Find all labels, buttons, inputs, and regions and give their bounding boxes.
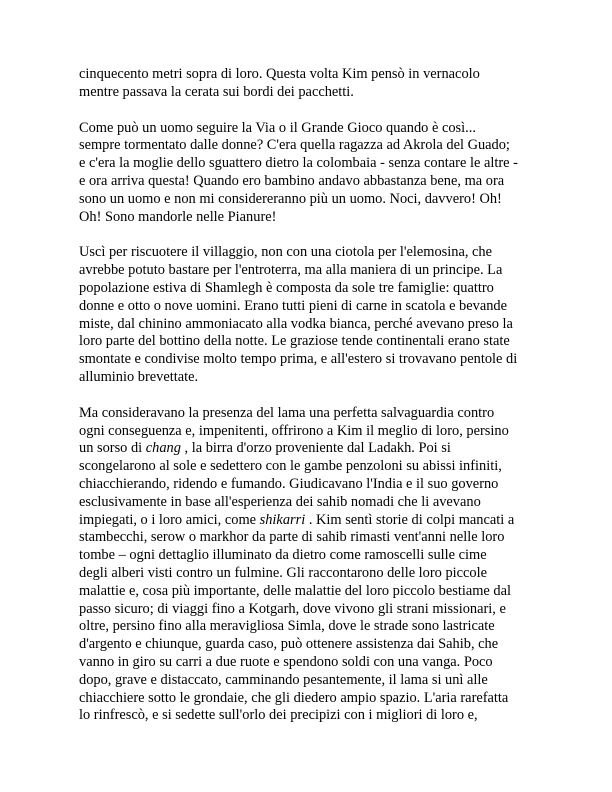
paragraph-2 (79, 120, 549, 227)
text-line: e c'era la moglie dello sguattero dietro la colombaia - senza contare le altre - (79, 155, 518, 172)
paragraph-4 (79, 405, 549, 725)
text-line: tombe – ogni dettaglio illuminato da dietro come ramoscelli sulle cime (79, 547, 487, 564)
text-line: loro parte del bottino della notte. Le graziose tende continentali erano state (79, 333, 510, 350)
text-line: Oh! Sono mandorle nelle Pianure! (79, 208, 277, 225)
text-line-start: impiegati, o i loro amici, come (79, 511, 260, 528)
text-line: chiacchierando, ridendo e fumando. Giudicavano l'India e il suo governo (79, 475, 499, 492)
text-line: vanno in giro su carri a due ruote e spendono soldi con una vanga. Poco (79, 653, 493, 670)
text-line: malattie e, cosa più importante, delle malattie del loro piccolo bestiame dal (79, 582, 511, 599)
text-line: chiacchiere sotto le grondaie, che gli diedero ampio spazio. L'aria rarefatta (79, 689, 509, 706)
text-line: oltre, persino fino alla meravigliosa Simla, dove le strade sono lastricate (79, 618, 495, 635)
italic-term-shikarri: shikarri (259, 511, 306, 528)
text-line: cinquecento metri sopra di loro. Questa volta Kim pensò in vernacolo (79, 66, 480, 82)
text-line: alluminio brevettate. (79, 368, 199, 385)
text-line: avrebbe potuto bastare per l'entroterra, ma alla maniera di un principe. La (79, 262, 503, 279)
text-line: passo sicuro; di viaggi fino a Kotgarh, dove vivono gli strani missionari, e (79, 600, 506, 617)
text-line: smontate e condivise molto tempo prima, e all'estero si trovavano pentole di (79, 351, 518, 368)
text-line: d'argento e chiunque, guarda caso, può ottenere assistenza dai Sahib, che (79, 636, 499, 653)
text-line: esclusivamente in base all'esperienza dei sahib nomadi che li avevano (79, 493, 481, 510)
paragraph-1 (79, 66, 549, 102)
paragraph-3 (79, 244, 549, 386)
text-line: e ora arriva questa! Quando ero bambino andavo abbastanza bene, ma ora (79, 172, 505, 189)
text-line: Ma consideravano la presenza del lama una perfetta salvaguardia contro (79, 404, 495, 421)
text-line: donne e otto o nove uomini. Erano tutti pieni di carne in scatola e bevande (79, 297, 507, 314)
text-line: dopo, grave e distaccato, camminando pesantemente, il lama si unì alle (79, 671, 488, 688)
text-line: scongelarono al sole e sedettero con le gambe penzoloni su abissi infiniti, (79, 458, 502, 475)
text-line: degli alberi visti contro un fulmine. Gli raccontarono delle loro piccole (79, 564, 488, 581)
text-line: miste, dal chinino ammoniacato alla vodka bianca, perché avevano preso la (79, 315, 513, 332)
text-line: sempre tormentato dalle donne? C'era quella ragazza ad Akrola del Guado; (79, 137, 510, 154)
text-line-end: , la birra d'orzo proveniente dal Ladakh. Poi si (180, 440, 451, 457)
text-line-start: un sorso di (79, 440, 146, 457)
text-line: popolazione estiva di Shamlegh è composta da sole tre famiglie: quattro (79, 279, 494, 296)
text-line: ogni conseguenza e, impenitenti, offrirono a Kim il meglio di loro, persino (79, 422, 509, 439)
document-page (79, 66, 549, 725)
text-line: lo rinfrescò, e si sedette sull'orlo dei precipizi con i migliori di loro e, (79, 707, 478, 724)
italic-term-chang: chang (145, 440, 181, 457)
text-line-end: . Kim sentì storie di colpi mancati a (305, 511, 515, 528)
text-line: sono un uomo e non mi considereranno più un uomo. Noci, davvero! Oh! (79, 190, 502, 207)
text-line: Come può un uomo seguire la Via o il Grande Gioco quando è così... (79, 119, 476, 136)
text-line: mentre passava la cerata sui bordi dei pacchetti. (79, 83, 354, 100)
text-line: stambecchi, serow o markhor da parte di sahib rimasti vent'anni nelle loro (79, 529, 505, 546)
text-line: Uscì per riscuotere il villaggio, non con una ciotola per l'elemosina, che (79, 244, 492, 261)
